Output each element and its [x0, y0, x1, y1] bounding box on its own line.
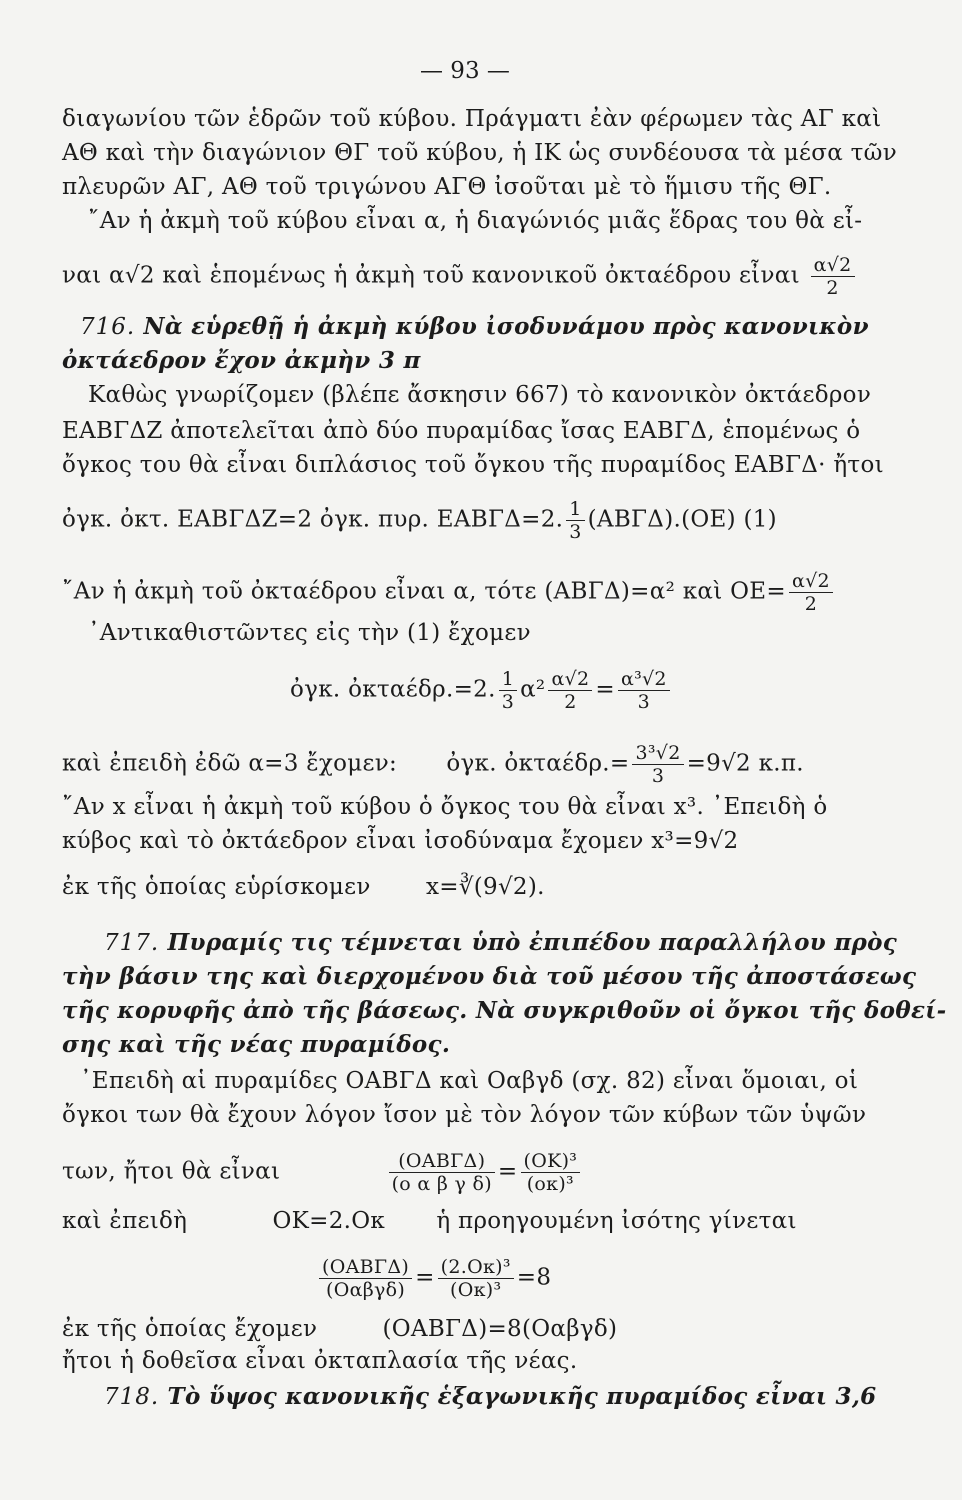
fraction: [632, 742, 683, 787]
text-segment: =9√2 κ.π.: [686, 750, 804, 777]
fraction: [789, 570, 833, 615]
fraction: [389, 1150, 495, 1195]
fraction-denominator: (Οαβγδ): [325, 1279, 406, 1301]
fraction: [319, 1256, 412, 1301]
text-line: ᾿Αντικαθιστῶντες εἰς τὴν (1) ἔχομεν: [88, 620, 531, 646]
exercise-number: 716.: [80, 314, 136, 340]
text-line: ῎Αν ἡ ἀκμὴ τοῦ κύβου εἶναι α, ἡ διαγώνιός μιᾶς ἕδρας του θὰ εἶ-: [88, 208, 863, 234]
fraction-numerator: 1: [499, 668, 517, 691]
fraction-denominator: 3: [651, 765, 665, 787]
text-line: διαγωνίου τῶν ἑδρῶν τοῦ κύβου. Πράγματι ἐὰν φέρωμεν τὰς ΑΓ καὶ: [62, 106, 882, 132]
text-segment: =: [595, 676, 615, 703]
fraction-numerator: α√2: [811, 254, 855, 277]
text-line: πλευρῶν ΑΓ, ΑΘ τοῦ τριγώνου ΑΓΘ ἰσοῦται μὲ τὸ ἥμισυ τῆς ΘΓ.: [62, 174, 832, 200]
exercise-title-cont: τὴν βάσιν της καὶ διερχομένου διὰ τοῦ μέσου τῆς ἀποστάσεως: [62, 963, 917, 990]
text-segment: ὀγκ. ὀκτ. ΕΑΒΓΔΖ=2 ὀγκ. πυρ. ΕΑΒΓΔ=2.: [62, 506, 564, 533]
exercise-number: 717.: [104, 930, 160, 956]
fraction-numerator: α³√2: [618, 668, 670, 691]
fraction-denominator: (Οκ)³: [450, 1279, 502, 1301]
text-line: [62, 1206, 797, 1236]
fraction-denominator: 2: [564, 691, 577, 713]
fraction-denominator: (ο α β γ δ): [391, 1173, 492, 1195]
fraction-numerator: 3³√2: [632, 742, 683, 765]
text-line: ὄγκος του θὰ εἶναι διπλάσιος τοῦ ὄγκου τῆς πυραμίδος ΕΑΒΓΔ· ἤτοι: [62, 452, 884, 478]
text-line: ᾿Επειδὴ αἱ πυραμίδες ΟΑΒΓΔ καὶ Οαβγδ (σχ. 82) εἶναι ὅμοιαι, οἱ: [80, 1068, 859, 1094]
text-segment: =: [497, 1158, 518, 1185]
text-segment: =8: [516, 1264, 552, 1291]
text-segment: (ΑΒΓΔ).(ΟΕ) (1): [587, 506, 777, 533]
text-segment: ὀγκ. ὀκταέδρ.=: [446, 750, 630, 777]
fraction: [521, 1150, 581, 1195]
exercise-title: Τὸ ὕψος κανονικῆς ἑξαγωνικῆς πυραμίδος εἶναι 3,6: [167, 1383, 877, 1410]
page-number: — 93 —: [420, 58, 510, 84]
equation-ratio: [62, 1150, 583, 1195]
fraction-denominator: 3: [501, 691, 515, 713]
fraction-denominator: 2: [804, 593, 818, 615]
fraction-numerator: (ΟΚ)³: [521, 1150, 581, 1173]
equation-4: [62, 742, 804, 787]
equation-ratio-2: [316, 1256, 551, 1301]
fraction: [566, 498, 584, 543]
text-line: Καθὼς γνωρίζομεν (βλέπε ἄσκησιν 667) τὸ κανονικὸν ὀκτάεδρον: [88, 382, 872, 408]
text-segment: x=∛(9√2).: [425, 874, 545, 900]
fraction-numerator: (2.Οκ)³: [438, 1256, 514, 1279]
exercise-number: 718.: [104, 1384, 160, 1410]
text-line: κύβος καὶ τὸ ὀκτάεδρον εἶναι ἰσοδύναμα ἔχομεν x³=9√2: [62, 828, 739, 854]
exercise-716-heading: [80, 312, 869, 342]
fraction-numerator: (ΟΑΒΓΔ): [319, 1256, 412, 1279]
exercise-title: Πυραμίς τις τέμνεται ὑπὸ ἐπιπέδου παραλλήλου πρὸς: [167, 929, 898, 956]
fraction-denominator: 2: [826, 277, 839, 299]
text-segment: ἡ προηγουμένη ἰσότης γίνεται: [436, 1208, 797, 1234]
text-line: ῎Αν x εἶναι ἡ ἀκμὴ τοῦ κύβου ὁ ὄγκος του θὰ εἶναι x³. ᾿Επειδὴ ὁ: [62, 794, 828, 820]
fraction: [438, 1256, 514, 1301]
text-line: [62, 254, 858, 299]
exercise-title: Νὰ εὑρεθῇ ἡ ἀκμὴ κύβου ἰσοδυνάμου πρὸς κανονικὸν: [143, 313, 869, 340]
text-segment: ναι α√2 καὶ ἑπομένως ἡ ἀκμὴ τοῦ κανονικοῦ ὀκταέδρου εἶναι: [62, 262, 800, 289]
text-segment: ἐκ τῆς ὁποίας εὑρίσκομεν: [62, 874, 371, 900]
fraction: [499, 668, 517, 713]
text-segment: καὶ ἐπειδὴ ἐδῶ α=3 ἔχομεν:: [62, 750, 398, 777]
text-line: ΕΑΒΓΔΖ ἀποτελεῖται ἀπὸ δύο πυραμίδας ἴσας ΕΑΒΓΔ, ἑπομένως ὁ: [62, 418, 861, 444]
exercise-718-heading: [104, 1382, 876, 1412]
fraction-denominator: (οκ)³: [526, 1173, 574, 1195]
equation-2: [62, 570, 836, 615]
fraction-numerator: 1: [566, 498, 584, 521]
text-segment: ἐκ τῆς ὁποίας ἔχομεν: [62, 1316, 318, 1342]
text-segment: ῎Αν ἡ ἀκμὴ τοῦ ὀκταέδρου εἶναι α, τότε (ΑΒΓΔ)=α² καὶ ΟΕ=: [62, 578, 786, 605]
exercise-717-heading: [104, 928, 897, 958]
fraction: [618, 668, 670, 713]
text-segment: (ΟΑΒΓΔ)=8(Οαβγδ): [382, 1316, 618, 1342]
fraction-numerator: (ΟΑΒΓΔ): [389, 1150, 495, 1173]
fraction: [548, 668, 592, 713]
text-segment: ΟΚ=2.Οκ: [272, 1208, 386, 1234]
exercise-title-cont: ὀκτάεδρον ἔχον ἀκμὴν 3 π: [62, 347, 421, 374]
text-segment: ὀγκ. ὀκταέδρ.=2.: [290, 676, 496, 703]
equation-3: [290, 668, 673, 713]
text-segment: α²: [520, 676, 546, 703]
fraction-denominator: 3: [569, 521, 582, 543]
fraction-denominator: 3: [637, 691, 651, 713]
text-segment: των, ἤτοι θὰ εἶναι: [62, 1158, 281, 1185]
fraction-numerator: α√2: [789, 570, 833, 593]
text-segment: καὶ ἐπειδὴ: [62, 1208, 188, 1234]
text-line: [62, 872, 545, 902]
text-line: ΑΘ καὶ τὴν διαγώνιον ΘΓ τοῦ κύβου, ἡ ΙΚ ὡς συνδέουσα τὰ μέσα τῶν: [62, 140, 897, 166]
text-segment: =: [415, 1264, 435, 1291]
fraction: [811, 254, 855, 299]
exercise-title-cont: σης καὶ τῆς νέας πυραμίδος.: [62, 1031, 451, 1058]
text-line: [62, 1314, 617, 1344]
exercise-title-cont: τῆς κορυφῆς ἀπὸ τῆς βάσεως. Νὰ συγκριθοῦν οἱ ὄγκοι τῆς δοθεί-: [62, 997, 947, 1024]
fraction-numerator: α√2: [548, 668, 592, 691]
equation-1: [62, 498, 777, 543]
text-line: ἤτοι ἡ δοθεῖσα εἶναι ὀκταπλασία τῆς νέας.: [62, 1348, 578, 1374]
text-line: ὄγκοι των θὰ ἔχουν λόγον ἴσον μὲ τὸν λόγον τῶν κύβων τῶν ὑψῶν: [62, 1102, 867, 1128]
